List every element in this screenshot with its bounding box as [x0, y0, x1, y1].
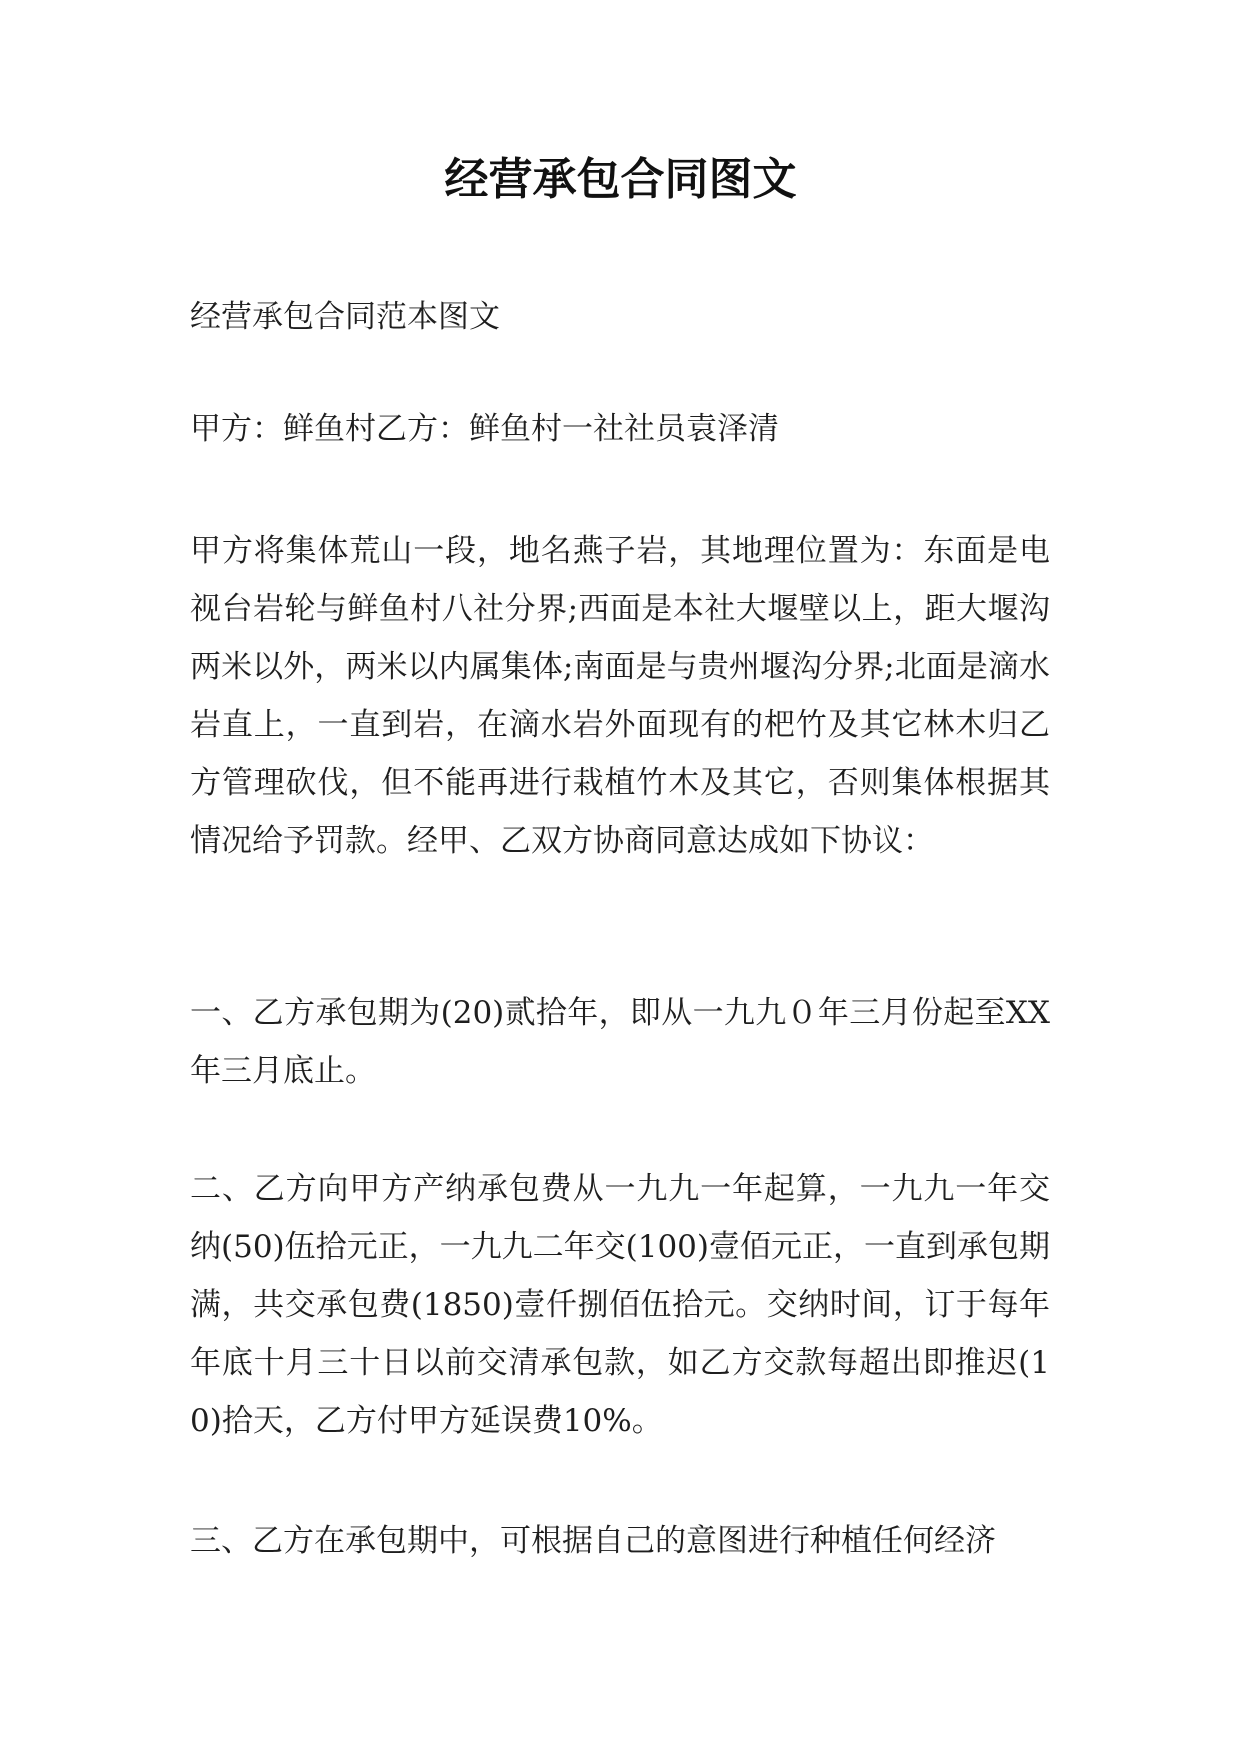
clause-3-paragraph: 三、乙方在承包期中，可根据自己的意图进行种植任何经济	[190, 1523, 996, 1559]
document-subtitle: 经营承包合同范本图文	[190, 299, 500, 335]
parties-paragraph: 甲方：鲜鱼村乙方：鲜鱼村一社社员袁泽清	[190, 411, 779, 447]
intro-paragraph: 甲方将集体荒山一段，地名燕子岩，其地理位置为：东面是电视台岩轮与鲜鱼村八社分界;西面是本社大堰壁以上，距大堰沟两米以外，两米以内属集体;南面是与贵州堰沟分界;北面是滴水岩直上，一直到岩，在滴水岩外面现有的杷竹及其它林木归乙方管理砍伐，但不能再进行栽植竹木及其它，否则集体根据其情况给予罚款。经甲、乙双方协商同意达成如下协议：	[190, 533, 1050, 859]
clause-2-paragraph: 二、乙方向甲方产纳承包费从一九九一年起算，一九九一年交纳(50)伍拾元正，一九九二年交(100)壹佰元正，一直到承包期满，共交承包费(1850)壹仟捌佰伍拾元。交纳时间，订于每年年底十月三十日以前交清承包款，如乙方交款每超出即推迟(10)拾天，乙方付甲方延误费10%。	[190, 1171, 1050, 1439]
document-title: 经营承包合同图文	[444, 154, 797, 205]
clause-1-paragraph: 一、乙方承包期为(20)贰拾年，即从一九九０年三月份起至XX年三月底止。	[190, 995, 1050, 1089]
